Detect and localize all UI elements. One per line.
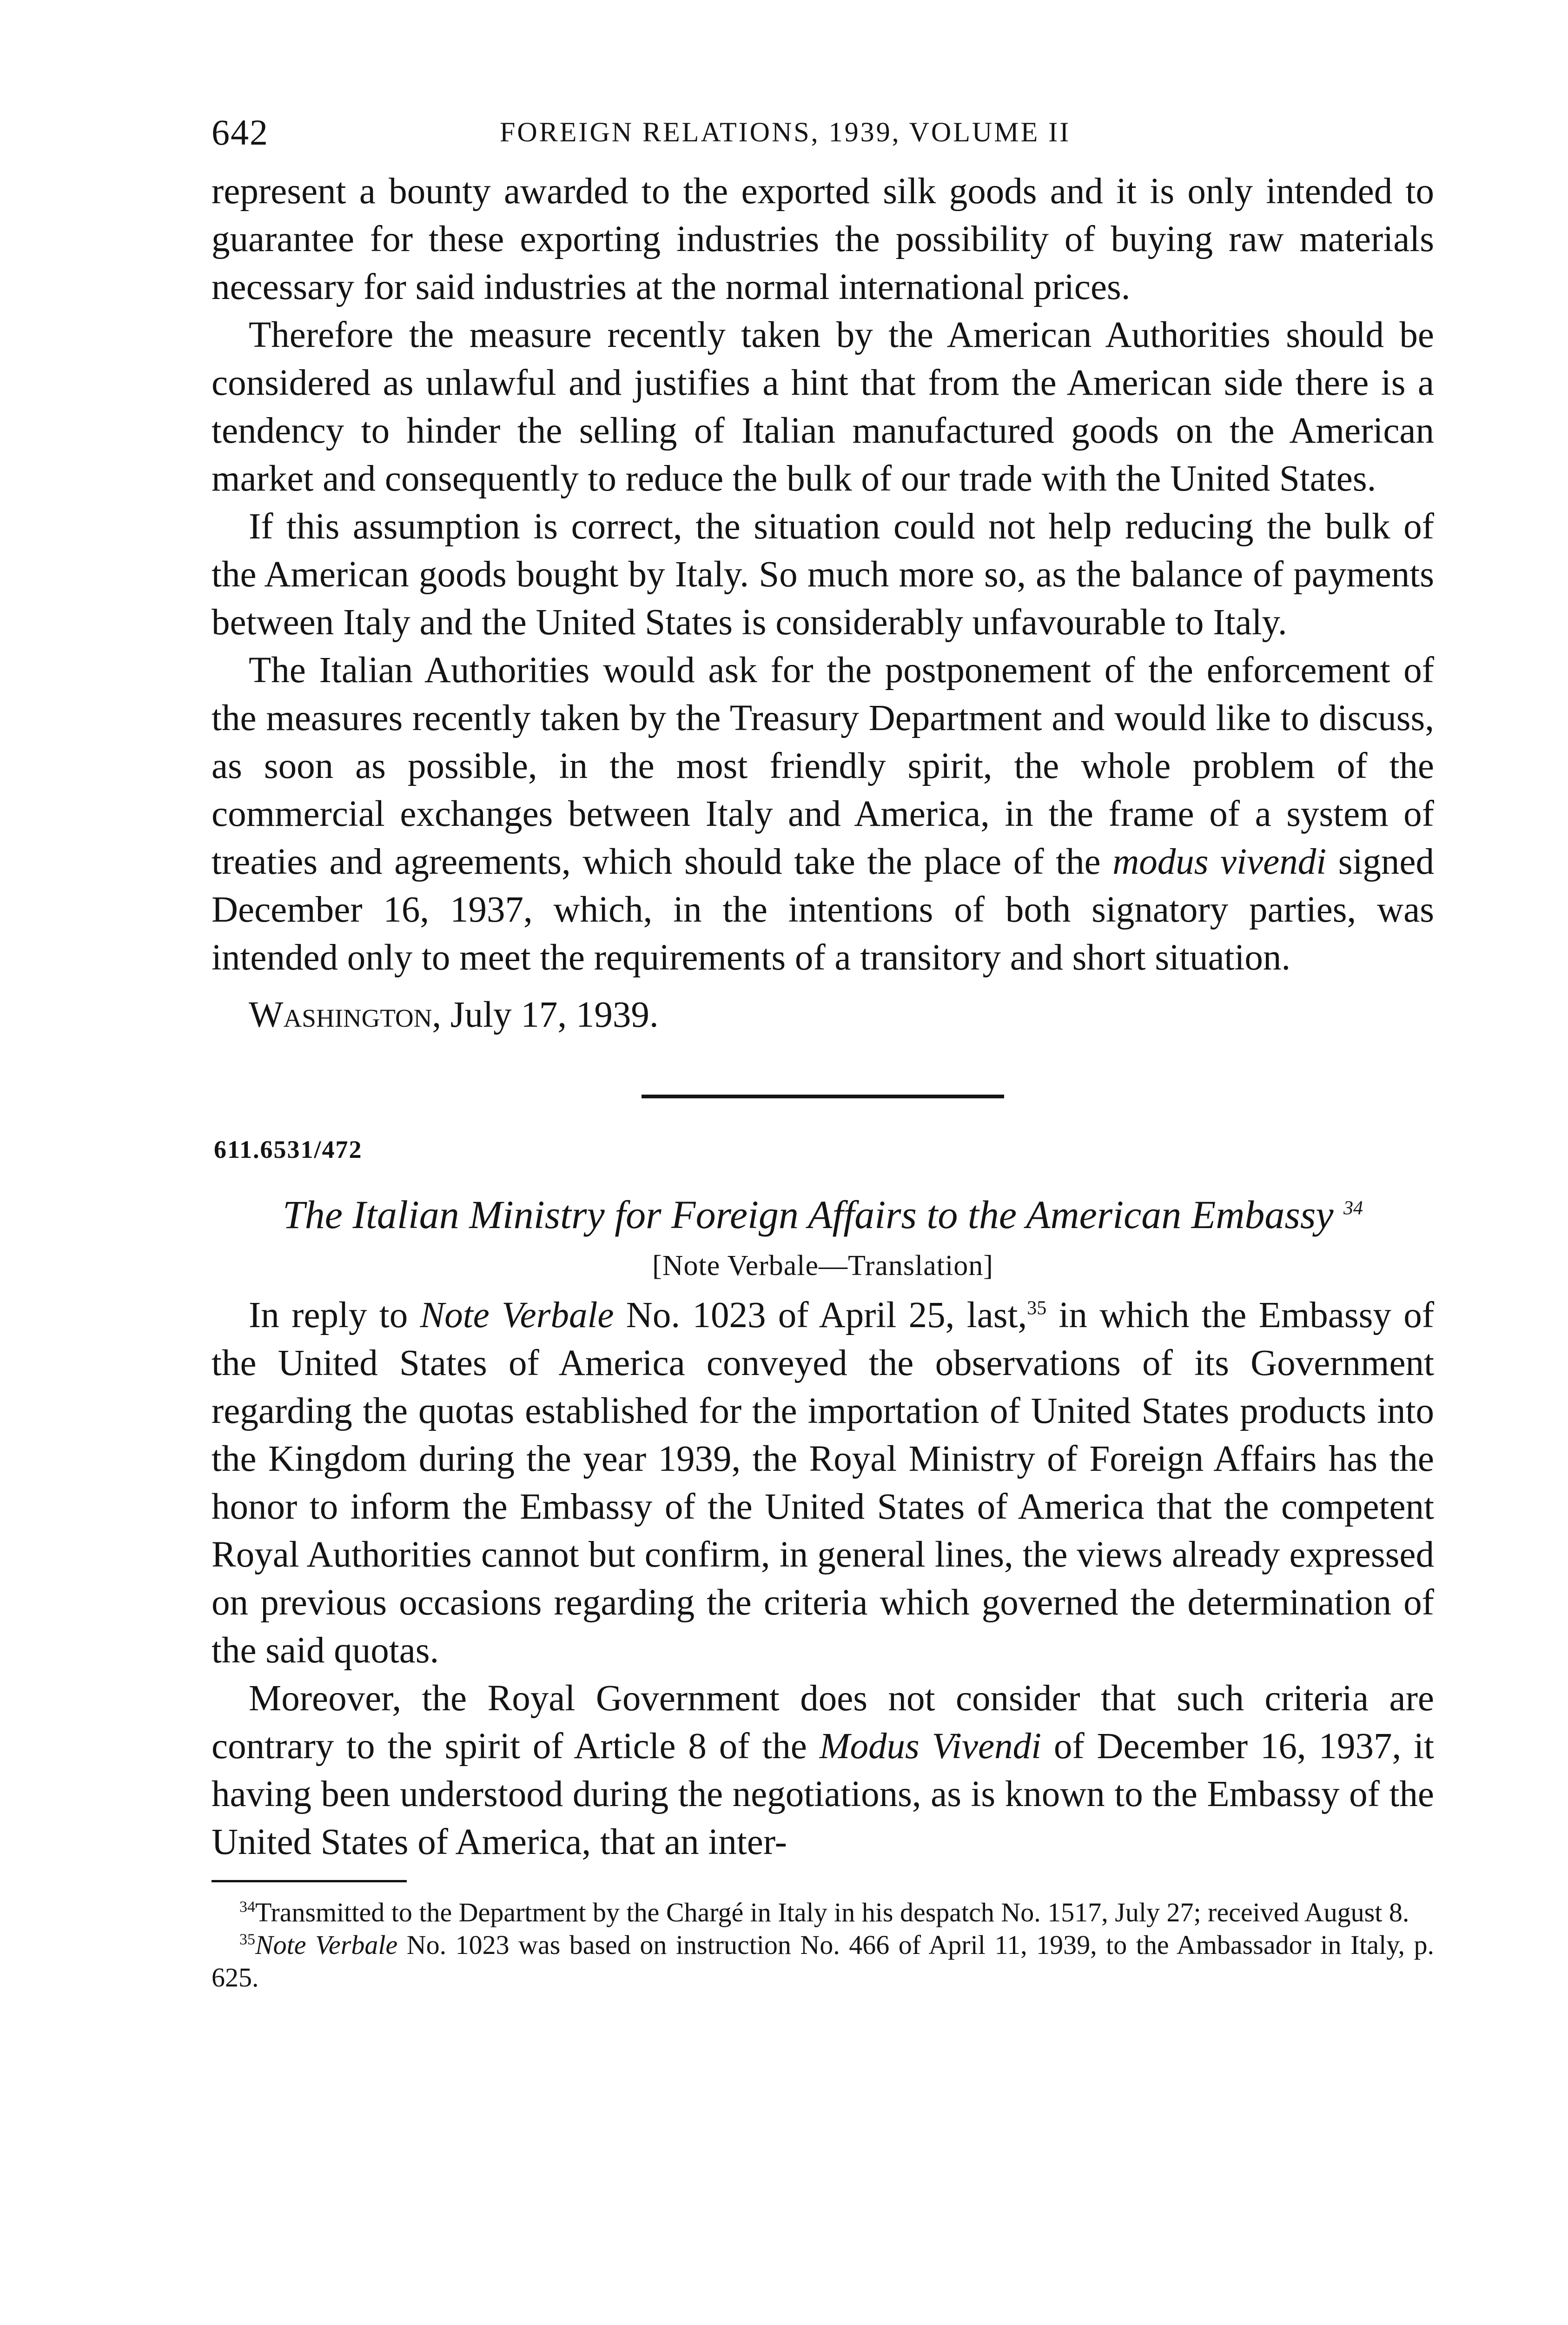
footnote-34 [212, 1896, 1434, 1929]
running-head: FOREIGN RELATIONS, 1939, VOLUME II [500, 117, 1071, 147]
italic-term: modus vivendi [1112, 842, 1327, 882]
footnote-ref: 35 [1027, 1297, 1047, 1319]
signature-place: Washington [249, 995, 432, 1035]
text-segment: No. 1023 of April 25, last, [614, 1295, 1027, 1335]
signature-line [212, 991, 1434, 1039]
text-segment: in which the Embassy of the United States of America conveyed the observations of its Government regarding the quotas established for the importation of United States products into the Kingdom during the year 1939, the Royal Ministry of Foreign Affairs has the honor to inform the Embassy of the United States of America that the competent Royal Authorities cannot but confirm, in general lines, the views already expressed on previous occasions regarding the criteria which governed the determination of the said quotas. [212, 1295, 1435, 1671]
paragraph-continuation: represent a bounty awarded to the exported silk goods and it is only intended to guarantee for these exporting industries the possibility of buying raw materials necessary for said industries at the normal international prices. [212, 171, 1434, 307]
footnote-divider [212, 1880, 407, 1882]
footnote-35 [212, 1929, 1434, 1994]
footnote-marker: 35 [239, 1931, 255, 1948]
paragraph-moreover [212, 1674, 1434, 1866]
italic-term: Note Verbale [420, 1295, 614, 1335]
paragraph-assumption: If this assumption is correct, the situation could not help reducing the bulk of the American goods bought by Italy. So much more so, as the balance of payments between Italy and the United States is considerably unfavourable to Italy. [212, 506, 1434, 643]
text-segment: The Italian Authorities would ask for the postponement of the enforcement of the measures recently taken by the Treasury Department and would like to discuss, as soon as possible, in the most friendly spirit, the whole problem of the commercial exchanges between Italy and America, in the frame of a system of treaties and agreements, which should take the place of the [212, 650, 1434, 882]
page-header [212, 112, 1434, 167]
text-segment: of December 16, 1937, it having been understood during the negotiations, as is known to the Embassy of the United States of America, that an inter- [212, 1726, 1434, 1862]
page-number: 642 [212, 112, 269, 153]
text-segment: Moreover, the Royal Government does not consider that such criteria are contrary to the spirit of Article 8 of the [212, 1678, 1434, 1767]
file-number: 611.6531/472 [214, 1136, 363, 1163]
footnote-ref: 34 [1343, 1197, 1363, 1219]
signature-date: , July 17, 1939. [432, 995, 659, 1035]
footnote-marker: 34 [239, 1898, 255, 1916]
text-segment: signed December 16, 1937, which, in the intentions of both signatory parties, was intended only to meet the requirements of a transitory and short situation. [212, 842, 1434, 978]
footnote-text: Transmitted to the Department by the Chargé in Italy in his despatch No. 1517, July 27; received August 8. [255, 1897, 1409, 1927]
document-page [212, 112, 1434, 1994]
paragraph-postponement [212, 646, 1434, 982]
italic-term: Modus Vivendi [819, 1726, 1042, 1767]
paragraph-reply [212, 1291, 1434, 1674]
paragraph-measure: Therefore the measure recently taken by the American Authorities should be considered as unlawful and justifies a hint that from the American side there is a tendency to hinder the selling of Italian manufactured goods on the American market and consequently to reduce the bulk of our trade with the United States. [212, 315, 1434, 499]
title-text: The Italian Ministry for Foreign Affairs to the American Embassy [282, 1192, 1334, 1237]
document-title [212, 1189, 1434, 1240]
text-segment: In reply to [249, 1295, 420, 1335]
document-note: [Note Verbale—Translation] [652, 1250, 993, 1282]
footnote-text: No. 1023 was based on instruction No. 466 of April 11, 1939, to the Ambassador in Italy, p. 625. [212, 1930, 1434, 1993]
section-divider [642, 1095, 1004, 1098]
italic-term: Note Verbale [255, 1930, 398, 1960]
